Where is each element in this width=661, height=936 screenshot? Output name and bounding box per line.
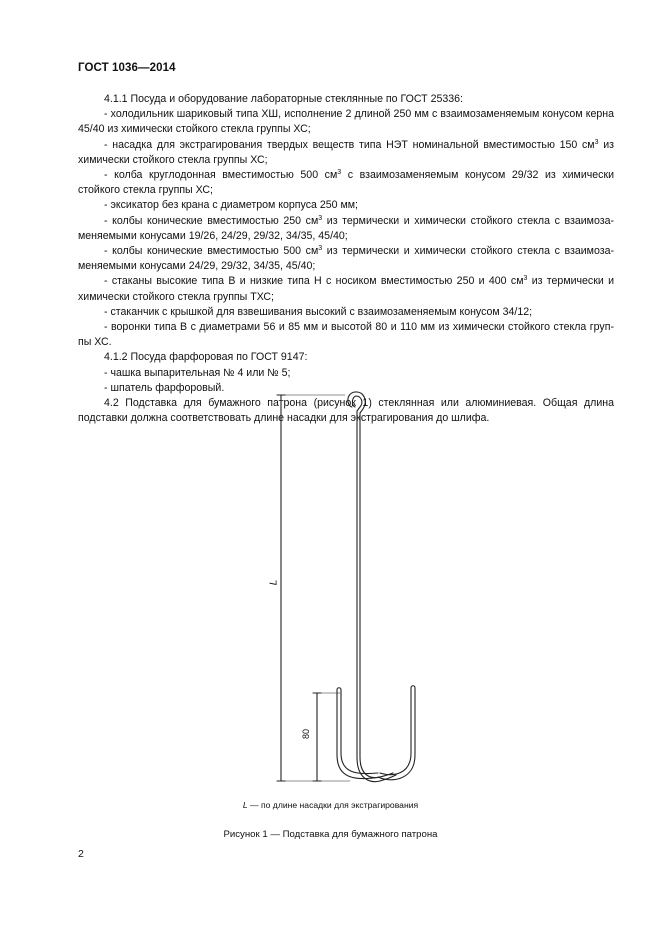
paragraph (78, 107, 614, 137)
paragraph (78, 305, 614, 320)
text-run: 4.1.1 Посуда и оборудование лабораторные стеклянные по ГОСТ 25336: (104, 93, 463, 105)
paragraph (78, 198, 614, 213)
text-run: - насадка для экстрагирования твердых веществ типа НЭТ номинальной вместимостью 150 см (104, 138, 595, 151)
figure-caption: Рисунок 1 — Подставка для бумажного патрона (223, 829, 438, 840)
legend-symbol: L (242, 800, 248, 810)
text-run: из термически и химически стойкого стекла с взаимоза-меняемыми конусами 24/29, 29/32, 34/35, 45/40; (78, 245, 614, 273)
text-run: - колба круглодонная вместимостью 500 см (104, 169, 338, 182)
paragraph (78, 92, 614, 107)
text-run: - стаканчик с крышкой для взвешивания высокий с взаимозаменяемым конусом 34/12; (104, 305, 533, 318)
paragraph (78, 168, 614, 198)
top-hook-outer (348, 392, 365, 413)
figure-stand (260, 385, 440, 795)
left-arm-cap (337, 688, 341, 690)
body-text (78, 92, 614, 426)
paragraph (78, 350, 614, 365)
superscript: 3 (318, 214, 323, 222)
paragraph (78, 244, 614, 274)
figure-legend (0, 800, 661, 810)
top-hook-inner (352, 396, 361, 411)
rod-outer (360, 413, 393, 778)
right-arm-cap (411, 686, 415, 688)
text-run: с взаимозаменяемым конусом 29/32 из химически стойкого стекла группы ХС; (78, 169, 614, 197)
paragraph (78, 366, 614, 381)
dimension-label-80: 80 (301, 728, 312, 740)
text-run: - колбы конические вместимостью 500 см (104, 245, 319, 258)
text-run: из химически стойкого стекла группы ХС; (78, 138, 614, 166)
dimension-label-L: L (268, 579, 280, 586)
text-run: 4.1.2 Посуда фарфоровая по ГОСТ 9147: (104, 351, 308, 364)
text-run: - воронки типа В с диаметрами 56 и 85 мм и высотой 80 и 110 мм из химически стойкого стекла груп-пы ХС. (78, 321, 614, 349)
superscript: 3 (318, 245, 323, 253)
paragraph (78, 320, 614, 350)
text-run: - стаканы высокие типа В и низкие типа Н с носиком вместимостью 250 и 400 см (104, 275, 524, 288)
superscript: 3 (594, 138, 599, 146)
paragraph (78, 214, 614, 244)
text-run: из термически и химически стойкого стекла с взаимоза-меняемыми конусами 19/26, 24/29, 29/32, 34/35, 45/40; (78, 214, 614, 242)
paragraph (78, 274, 614, 304)
text-run: - колбы конические вместимостью 250 см (104, 214, 319, 227)
page-number: 2 (78, 848, 84, 860)
paragraph (78, 138, 614, 168)
rod-inner (357, 411, 396, 782)
text-run: - шпатель фарфоровый. (104, 381, 225, 394)
text-run: - холодильник шариковый типа ХШ, исполнение 2 длиной 250 мм с взаимозаменяемым конусом керна 45/40 из химически стойкого стекла группы ХС; (78, 108, 614, 136)
stand-drawing (260, 385, 440, 795)
text-run: - чашка выпарительная № 4 или № 5; (104, 366, 291, 379)
text-run: - эксикатор без крана с диаметром корпуса 250 мм; (104, 199, 358, 212)
superscript: 3 (523, 275, 528, 283)
text-run: 4.2 Подставка для бумажного патрона (рисунок 1) стеклянная или алюминиевая. Общая длина подставки должна соответствовать длине насадки для экстрагирования до шлифа. (78, 397, 614, 425)
right-arm-outer (378, 688, 415, 780)
legend-text: — по длине насадки для экстрагирования (247, 800, 419, 810)
right-arm-inner (380, 688, 411, 775)
document-header: ГОСТ 1036—2014 (78, 62, 176, 74)
superscript: 3 (337, 169, 342, 177)
text-run: из термически и химически стойкого стекла группы ТХС; (78, 275, 615, 303)
